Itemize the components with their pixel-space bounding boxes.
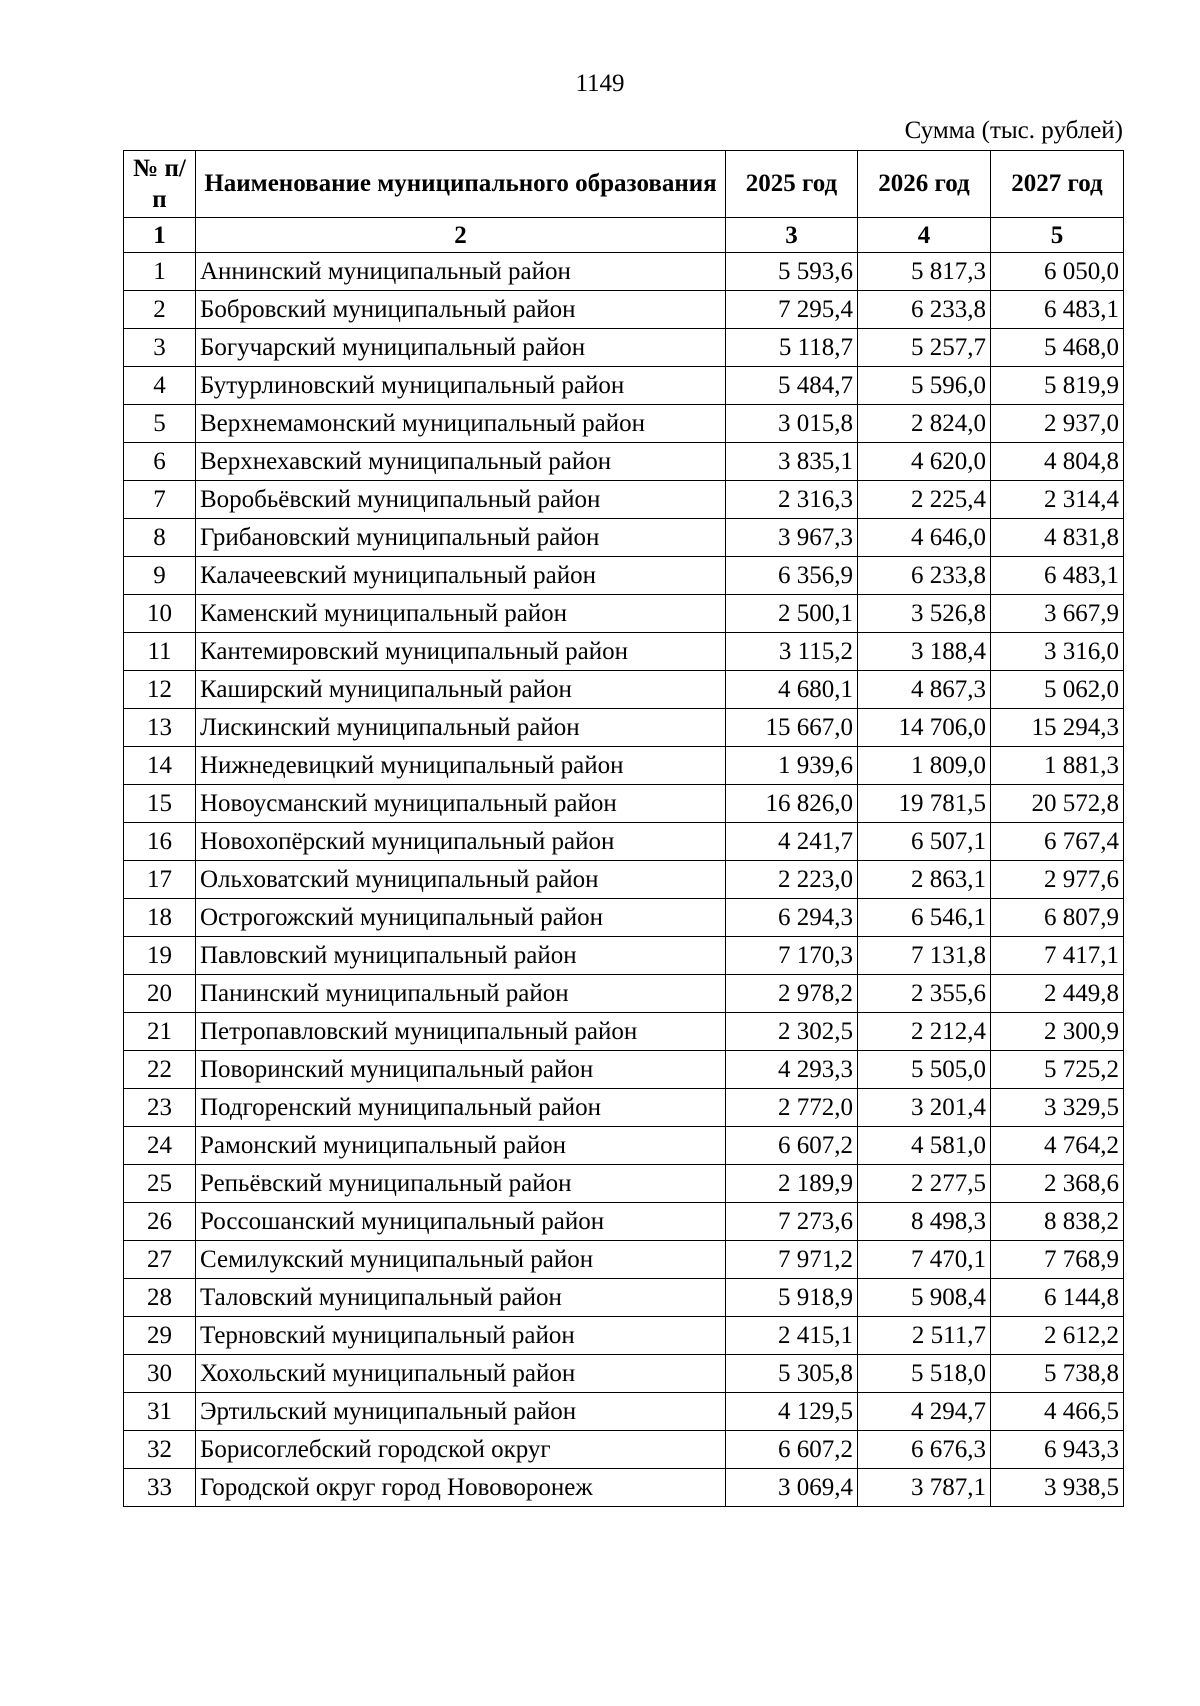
table-row [124, 595, 1124, 633]
value-2025: 2 415,1 [726, 1317, 858, 1355]
row-number: 30 [124, 1355, 196, 1393]
municipality-name: Россошанский муниципальный район [196, 1203, 726, 1241]
value-2026: 2 225,4 [858, 481, 991, 519]
value-2027: 4 466,5 [991, 1393, 1124, 1431]
header-2026: 2026 год [858, 151, 991, 218]
row-number: 4 [124, 367, 196, 405]
value-2026: 2 863,1 [858, 861, 991, 899]
value-2027: 1 881,3 [991, 747, 1124, 785]
municipality-name: Бобровский муниципальный район [196, 291, 726, 329]
value-2027: 15 294,3 [991, 709, 1124, 747]
municipality-name: Терновский муниципальный район [196, 1317, 726, 1355]
value-2026: 4 620,0 [858, 443, 991, 481]
value-2027: 2 612,2 [991, 1317, 1124, 1355]
row-number: 11 [124, 633, 196, 671]
municipality-name: Подгоренский муниципальный район [196, 1089, 726, 1127]
municipality-name: Новоусманский муниципальный район [196, 785, 726, 823]
table-row [124, 443, 1124, 481]
header-number: № п/п [124, 151, 196, 218]
municipality-name: Репьёвский муниципальный район [196, 1165, 726, 1203]
table-row [124, 1013, 1124, 1051]
value-2025: 3 015,8 [726, 405, 858, 443]
table-row [124, 1279, 1124, 1317]
value-2027: 4 831,8 [991, 519, 1124, 557]
value-2025: 5 305,8 [726, 1355, 858, 1393]
value-2026: 6 546,1 [858, 899, 991, 937]
municipality-name: Хохольский муниципальный район [196, 1355, 726, 1393]
value-2026: 3 188,4 [858, 633, 991, 671]
municipality-name: Каширский муниципальный район [196, 671, 726, 709]
row-number: 22 [124, 1051, 196, 1089]
value-2025: 2 302,5 [726, 1013, 858, 1051]
value-2026: 19 781,5 [858, 785, 991, 823]
row-number: 14 [124, 747, 196, 785]
value-2026: 5 518,0 [858, 1355, 991, 1393]
table-row [124, 291, 1124, 329]
value-2026: 6 676,3 [858, 1431, 991, 1469]
municipality-name: Борисоглебский городской округ [196, 1431, 726, 1469]
table-row [124, 1393, 1124, 1431]
municipality-name: Бутурлиновский муниципальный район [196, 367, 726, 405]
value-2027: 5 725,2 [991, 1051, 1124, 1089]
row-number: 3 [124, 329, 196, 367]
value-2026: 4 581,0 [858, 1127, 991, 1165]
value-2025: 7 170,3 [726, 937, 858, 975]
value-2025: 7 273,6 [726, 1203, 858, 1241]
value-2027: 5 062,0 [991, 671, 1124, 709]
row-number: 21 [124, 1013, 196, 1051]
value-2026: 6 233,8 [858, 557, 991, 595]
row-number: 20 [124, 975, 196, 1013]
table-row [124, 671, 1124, 709]
value-2026: 2 511,7 [858, 1317, 991, 1355]
municipality-name: Богучарский муниципальный район [196, 329, 726, 367]
column-number: 3 [726, 218, 858, 253]
value-2027: 5 819,9 [991, 367, 1124, 405]
table-row [124, 1317, 1124, 1355]
municipality-name: Поворинский муниципальный район [196, 1051, 726, 1089]
value-2025: 6 294,3 [726, 899, 858, 937]
table-row [124, 1355, 1124, 1393]
value-2025: 15 667,0 [726, 709, 858, 747]
municipality-name: Панинский муниципальный район [196, 975, 726, 1013]
header-name: Наименование муниципального образования [196, 151, 726, 218]
row-number: 18 [124, 899, 196, 937]
row-number: 17 [124, 861, 196, 899]
value-2025: 2 189,9 [726, 1165, 858, 1203]
row-number: 2 [124, 291, 196, 329]
value-2027: 20 572,8 [991, 785, 1124, 823]
value-2025: 5 118,7 [726, 329, 858, 367]
row-number: 12 [124, 671, 196, 709]
value-2025: 3 115,2 [726, 633, 858, 671]
value-2025: 6 356,9 [726, 557, 858, 595]
value-2027: 2 300,9 [991, 1013, 1124, 1051]
table-row [124, 1051, 1124, 1089]
value-2025: 6 607,2 [726, 1431, 858, 1469]
value-2027: 2 368,6 [991, 1165, 1124, 1203]
value-2027: 7 417,1 [991, 937, 1124, 975]
value-2025: 3 835,1 [726, 443, 858, 481]
table-row [124, 519, 1124, 557]
municipality-name: Лискинский муниципальный район [196, 709, 726, 747]
row-number: 19 [124, 937, 196, 975]
table-row [124, 1431, 1124, 1469]
value-2026: 4 294,7 [858, 1393, 991, 1431]
value-2026: 7 131,8 [858, 937, 991, 975]
value-2026: 3 201,4 [858, 1089, 991, 1127]
value-2027: 5 738,8 [991, 1355, 1124, 1393]
table-row [124, 1089, 1124, 1127]
value-2025: 4 293,3 [726, 1051, 858, 1089]
column-number: 5 [991, 218, 1124, 253]
table-row [124, 861, 1124, 899]
municipality-name: Нижнедевицкий муниципальный район [196, 747, 726, 785]
municipality-name: Воробьёвский муниципальный район [196, 481, 726, 519]
municipality-name: Острогожский муниципальный район [196, 899, 726, 937]
table-row [124, 633, 1124, 671]
value-2025: 4 680,1 [726, 671, 858, 709]
municipality-name: Кантемировский муниципальный район [196, 633, 726, 671]
table-row [124, 1241, 1124, 1279]
value-2026: 5 505,0 [858, 1051, 991, 1089]
value-2025: 2 500,1 [726, 595, 858, 633]
value-2027: 4 804,8 [991, 443, 1124, 481]
value-2027: 3 938,5 [991, 1469, 1124, 1507]
value-2025: 16 826,0 [726, 785, 858, 823]
value-2025: 3 069,4 [726, 1469, 858, 1507]
table-row [124, 823, 1124, 861]
municipality-name: Рамонский муниципальный район [196, 1127, 726, 1165]
value-2027: 4 764,2 [991, 1127, 1124, 1165]
value-2026: 2 355,6 [858, 975, 991, 1013]
value-2025: 5 484,7 [726, 367, 858, 405]
municipality-name: Ольховатский муниципальный район [196, 861, 726, 899]
value-2027: 7 768,9 [991, 1241, 1124, 1279]
value-2026: 6 233,8 [858, 291, 991, 329]
row-number: 33 [124, 1469, 196, 1507]
value-2027: 3 316,0 [991, 633, 1124, 671]
value-2026: 6 507,1 [858, 823, 991, 861]
value-2026: 5 908,4 [858, 1279, 991, 1317]
value-2026: 3 787,1 [858, 1469, 991, 1507]
row-number: 1 [124, 253, 196, 291]
municipality-name: Верхнемамонский муниципальный район [196, 405, 726, 443]
value-2025: 1 939,6 [726, 747, 858, 785]
value-2027: 8 838,2 [991, 1203, 1124, 1241]
municipality-name: Городской округ город Нововоронеж [196, 1469, 726, 1507]
table-row [124, 557, 1124, 595]
table-row [124, 329, 1124, 367]
table-row [124, 747, 1124, 785]
municipality-name: Каменский муниципальный район [196, 595, 726, 633]
table-row [124, 481, 1124, 519]
row-number: 7 [124, 481, 196, 519]
row-number: 6 [124, 443, 196, 481]
value-2026: 14 706,0 [858, 709, 991, 747]
value-2026: 3 526,8 [858, 595, 991, 633]
municipality-name: Павловский муниципальный район [196, 937, 726, 975]
value-2027: 6 767,4 [991, 823, 1124, 861]
row-number: 10 [124, 595, 196, 633]
value-2025: 5 918,9 [726, 1279, 858, 1317]
row-number: 9 [124, 557, 196, 595]
table-row [124, 1127, 1124, 1165]
row-number: 25 [124, 1165, 196, 1203]
value-2026: 4 646,0 [858, 519, 991, 557]
row-number: 15 [124, 785, 196, 823]
header-2025: 2025 год [726, 151, 858, 218]
value-2026: 5 257,7 [858, 329, 991, 367]
municipality-name: Верхнехавский муниципальный район [196, 443, 726, 481]
column-number-row [124, 218, 1124, 253]
value-2025: 2 223,0 [726, 861, 858, 899]
value-2025: 3 967,3 [726, 519, 858, 557]
value-2026: 8 498,3 [858, 1203, 991, 1241]
table-row [124, 899, 1124, 937]
row-number: 32 [124, 1431, 196, 1469]
page-number: 1149 [575, 70, 625, 97]
subsidy-table [123, 150, 1124, 1507]
table-row [124, 975, 1124, 1013]
value-2027: 2 314,4 [991, 481, 1124, 519]
municipality-name: Калачеевский муниципальный район [196, 557, 726, 595]
municipality-name: Эртильский муниципальный район [196, 1393, 726, 1431]
row-number: 31 [124, 1393, 196, 1431]
row-number: 26 [124, 1203, 196, 1241]
municipality-name: Аннинский муниципальный район [196, 253, 726, 291]
table-row [124, 367, 1124, 405]
row-number: 23 [124, 1089, 196, 1127]
column-number: 1 [124, 218, 196, 253]
value-2027: 3 667,9 [991, 595, 1124, 633]
column-number: 4 [858, 218, 991, 253]
value-2027: 6 483,1 [991, 557, 1124, 595]
row-number: 16 [124, 823, 196, 861]
municipality-name: Семилукский муниципальный район [196, 1241, 726, 1279]
municipality-name: Таловский муниципальный район [196, 1279, 726, 1317]
row-number: 28 [124, 1279, 196, 1317]
units-label: Сумма (тыс. рублей) [904, 117, 1123, 144]
value-2027: 5 468,0 [991, 329, 1124, 367]
header-row [124, 151, 1124, 218]
municipality-name: Новохопёрский муниципальный район [196, 823, 726, 861]
row-number: 24 [124, 1127, 196, 1165]
value-2027: 2 977,6 [991, 861, 1124, 899]
value-2025: 2 978,2 [726, 975, 858, 1013]
row-number: 27 [124, 1241, 196, 1279]
value-2026: 7 470,1 [858, 1241, 991, 1279]
column-number: 2 [196, 218, 726, 253]
table-row [124, 405, 1124, 443]
value-2026: 2 824,0 [858, 405, 991, 443]
value-2025: 4 241,7 [726, 823, 858, 861]
header-2027: 2027 год [991, 151, 1124, 218]
table-body [124, 253, 1124, 1507]
value-2026: 5 817,3 [858, 253, 991, 291]
value-2027: 2 937,0 [991, 405, 1124, 443]
value-2027: 3 329,5 [991, 1089, 1124, 1127]
value-2025: 5 593,6 [726, 253, 858, 291]
value-2026: 2 212,4 [858, 1013, 991, 1051]
municipality-name: Грибановский муниципальный район [196, 519, 726, 557]
value-2026: 2 277,5 [858, 1165, 991, 1203]
value-2025: 6 607,2 [726, 1127, 858, 1165]
value-2025: 7 971,2 [726, 1241, 858, 1279]
row-number: 5 [124, 405, 196, 443]
value-2025: 4 129,5 [726, 1393, 858, 1431]
value-2025: 2 316,3 [726, 481, 858, 519]
table-row [124, 1469, 1124, 1507]
row-number: 8 [124, 519, 196, 557]
row-number: 29 [124, 1317, 196, 1355]
value-2026: 4 867,3 [858, 671, 991, 709]
table-row [124, 1203, 1124, 1241]
table-row [124, 253, 1124, 291]
table-row [124, 1165, 1124, 1203]
value-2026: 5 596,0 [858, 367, 991, 405]
value-2027: 6 050,0 [991, 253, 1124, 291]
table-row [124, 937, 1124, 975]
value-2027: 6 943,3 [991, 1431, 1124, 1469]
value-2027: 2 449,8 [991, 975, 1124, 1013]
value-2027: 6 807,9 [991, 899, 1124, 937]
value-2027: 6 483,1 [991, 291, 1124, 329]
table-row [124, 709, 1124, 747]
table-row [124, 785, 1124, 823]
value-2027: 6 144,8 [991, 1279, 1124, 1317]
value-2025: 7 295,4 [726, 291, 858, 329]
value-2025: 2 772,0 [726, 1089, 858, 1127]
municipality-name: Петропавловский муниципальный район [196, 1013, 726, 1051]
row-number: 13 [124, 709, 196, 747]
value-2026: 1 809,0 [858, 747, 991, 785]
